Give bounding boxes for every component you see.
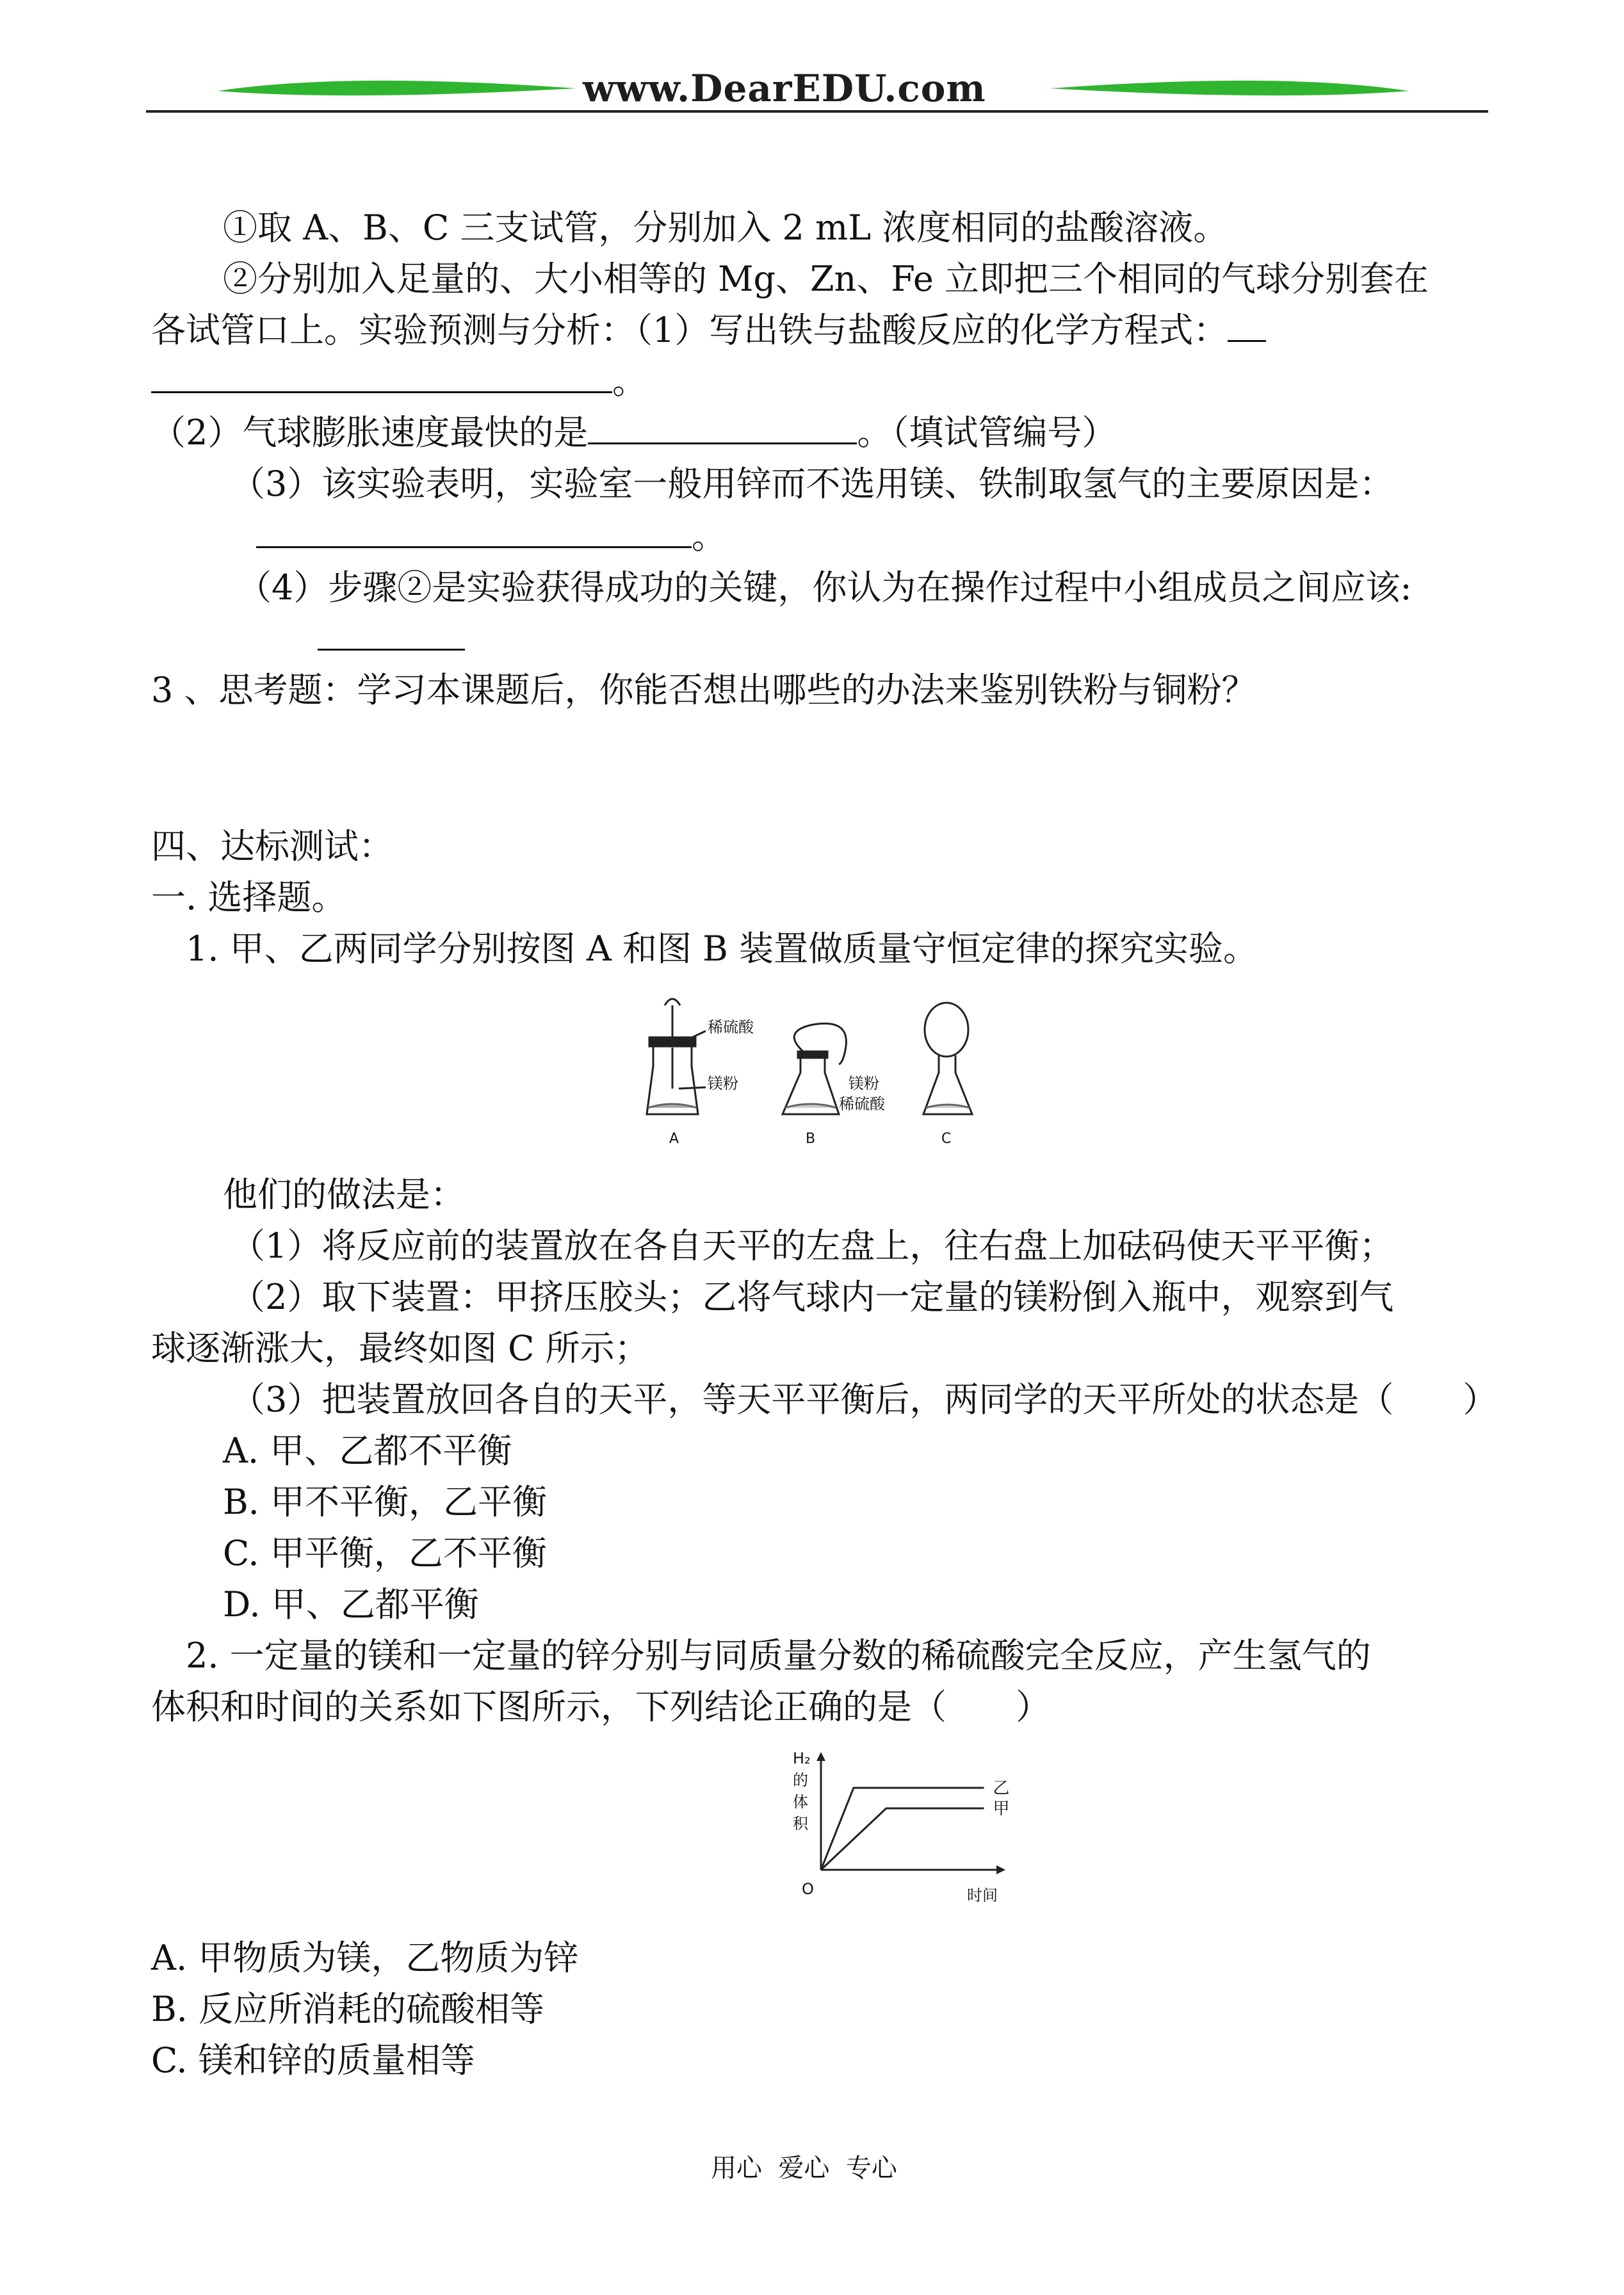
q2-stem-2: 体积和时间的关系如下图所示，下列结论正确的是（ ） xyxy=(151,1687,1050,1727)
x-axis-arrow-icon xyxy=(996,1865,1005,1874)
flask-c xyxy=(923,1003,972,1114)
step-1-line: ①取 A、B、C 三支试管，分别加入 2 mL 浓度相同的盐酸溶液。 xyxy=(223,207,1228,248)
q1-step-3: （3）把装置放回各自的天平，等天平平衡后，两同学的天平所处的状态是（ ） xyxy=(231,1379,1498,1420)
q1-procedure-intro: 他们的做法是： xyxy=(223,1174,465,1215)
header-rule xyxy=(146,110,1488,113)
flask-b xyxy=(783,1023,846,1114)
label-b-mg: 镁粉 xyxy=(849,1075,879,1092)
step-2-line: ②分别加入足量的、大小相等的 Mg、Zn、Fe 立即把三个相同的气球分别套在 xyxy=(223,259,1429,299)
q1-step-1: （1）将反应前的装置放在各自天平的左盘上，往右盘上加砝码使天平平衡； xyxy=(231,1226,1394,1266)
series-line-1 xyxy=(821,1808,984,1870)
q1-option-b[interactable]: B. 甲不平衡，乙平衡 xyxy=(223,1482,548,1522)
y-axis-label xyxy=(793,1749,811,1833)
y-axis-arrow-icon xyxy=(816,1752,825,1761)
hydrogen-volume-chart xyxy=(775,1742,1031,1908)
caption-b: B xyxy=(806,1131,816,1147)
logo-leaf-right-icon xyxy=(1050,72,1409,110)
apparatus-figure xyxy=(634,993,1018,1153)
label-b-acid: 稀硫酸 xyxy=(839,1095,885,1113)
origin-label: O xyxy=(802,1880,814,1898)
q2-option-c[interactable]: C. 镁和锌的质量相等 xyxy=(151,2040,475,2080)
logo-text: www.DearEDU.com xyxy=(583,67,986,110)
series-label-1: 甲 xyxy=(993,1799,1010,1819)
subsection-heading: 一. 选择题。 xyxy=(151,877,346,918)
question-1-line: 各试管口上。实验预测与分析：（1）写出铁与盐酸反应的化学方程式： xyxy=(151,310,1266,351)
section-heading: 四、达标测试： xyxy=(151,826,393,866)
flask-a xyxy=(647,999,706,1114)
series-label-0: 乙 xyxy=(993,1779,1010,1798)
think-question: 3 、思考题：学习本课题后，你能否想出哪些的办法来鉴别铁粉与铜粉？ xyxy=(151,670,1256,710)
logo-leaf-left-icon xyxy=(218,72,576,110)
question-4-line: （4）步骤②是实验获得成功的关键，你认为在操作过程中小组成员之间应该: xyxy=(237,567,1412,608)
page-footer: 用心 爱心 专心 xyxy=(711,2153,897,2183)
q1-step-2-cont: 球逐渐涨大，最终如图 C 所示； xyxy=(151,1328,649,1368)
answer-blank-1b[interactable] xyxy=(151,362,612,393)
question-2-line: （2）气球膨胀速度最快的是 。（填试管编号） xyxy=(151,412,1117,453)
q2-option-a[interactable]: A. 甲物质为镁，乙物质为锌 xyxy=(151,1938,579,1978)
q1-step-2: （2）取下装置：甲挤压胶头；乙将气球内一定量的镁粉倒入瓶中，观察到气 xyxy=(231,1277,1394,1317)
y-label-char-3: 积 xyxy=(793,1815,808,1833)
y-label-char-1: 的 xyxy=(793,1771,808,1789)
answer-line-1: 。 xyxy=(151,361,647,402)
q1-option-a[interactable]: A. 甲、乙都不平衡 xyxy=(223,1431,512,1471)
q1-stem: 1. 甲、乙两同学分别按图 A 和图 B 装置做质量守恒定律的探究实验。 xyxy=(186,929,1258,969)
header-logo xyxy=(218,64,1409,115)
caption-c: C xyxy=(941,1131,952,1147)
label-a-acid: 稀硫酸 xyxy=(708,1018,754,1036)
series-line-0 xyxy=(821,1788,984,1870)
q1-option-d[interactable]: D. 甲、乙都平衡 xyxy=(223,1584,479,1625)
label-a-mg: 镁粉 xyxy=(708,1075,738,1092)
y-label-char-0: H₂ xyxy=(793,1749,811,1767)
q2-stem-1: 2. 一定量的镁和一定量的锌分别与同质量分数的稀硫酸完全反应，产生氢气的 xyxy=(186,1635,1371,1676)
question-3-line: （3）该实验表明，实验室一般用锌而不选用镁、铁制取氢气的主要原因是： xyxy=(231,464,1394,504)
y-label-char-2: 体 xyxy=(793,1793,808,1811)
q1-option-c[interactable]: C. 甲平衡，乙不平衡 xyxy=(223,1533,547,1573)
x-axis-label: 时间 xyxy=(967,1886,998,1904)
caption-a: A xyxy=(669,1131,679,1147)
q2-option-b[interactable]: B. 反应所消耗的硫酸相等 xyxy=(151,1989,545,2029)
answer-blank-3[interactable] xyxy=(256,517,692,548)
answer-blank-4[interactable] xyxy=(318,619,465,651)
answer-line-3: 。 xyxy=(256,516,726,557)
answer-blank-1a[interactable] xyxy=(1228,311,1266,342)
answer-line-4 xyxy=(318,619,465,660)
answer-blank-2[interactable] xyxy=(588,413,857,444)
